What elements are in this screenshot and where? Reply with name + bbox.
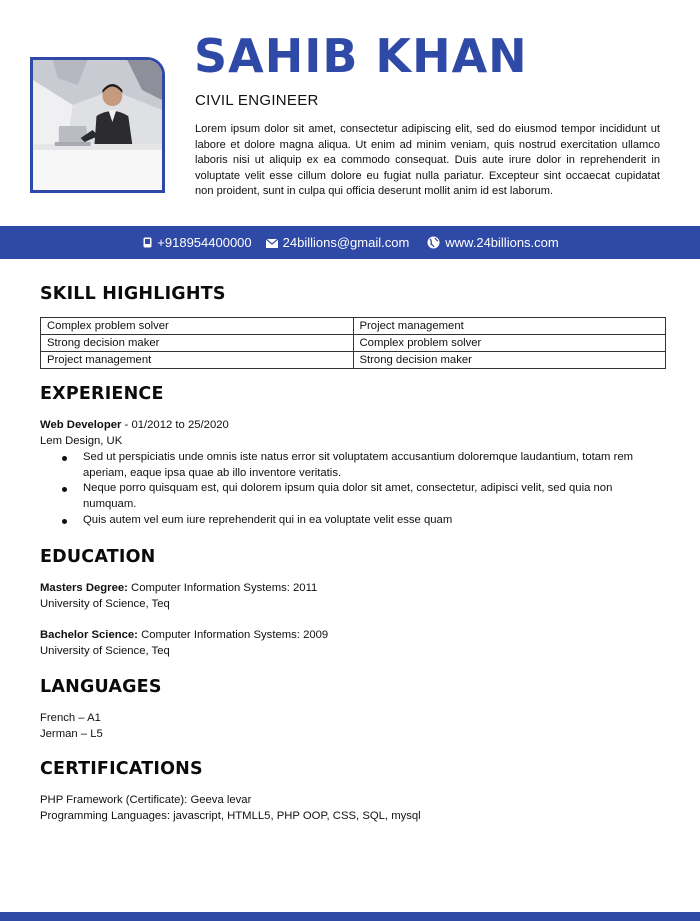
table-row [41, 335, 666, 352]
phone-number: +918954400000 [157, 235, 252, 250]
email-address: 24billions@gmail.com [282, 235, 410, 250]
table-row [41, 318, 666, 335]
job-title: Web Developer [40, 419, 122, 431]
candidate-name: SAHIB KHAN [194, 29, 528, 83]
job-line [40, 418, 660, 434]
school-name: University of Science, Teq [40, 598, 170, 610]
degree-name: Masters Degree: [40, 582, 128, 594]
degree-field: Computer Information Systems: 2009 [137, 629, 329, 641]
table-row [41, 352, 666, 369]
list-item [83, 513, 660, 529]
skill-cell: Complex problem solver [353, 335, 666, 352]
degree-name: Bachelor Science: [40, 629, 138, 641]
mail-icon [266, 238, 278, 248]
education-heading: EDUCATION [40, 547, 156, 567]
globe-icon [427, 236, 440, 249]
languages-list [40, 710, 103, 742]
skill-cell: Strong decision maker [41, 335, 354, 352]
skill-cell: Strong decision maker [353, 352, 666, 369]
company-name: Lem Design, UK [40, 434, 123, 447]
contact-phone[interactable] [143, 235, 251, 250]
education-entry [40, 627, 328, 659]
list-item: French – A1 [40, 712, 101, 724]
bullet-text: Quis autem vel eum iure reprehenderit qui in ea voluptate velit esse quam [83, 513, 453, 526]
contact-email[interactable] [266, 235, 410, 250]
candidate-role: CIVIL ENGINEER [195, 92, 319, 109]
certifications-list [40, 792, 421, 824]
skills-heading: SKILL HIGHLIGHTS [40, 284, 226, 304]
skill-cell: Project management [41, 352, 354, 369]
profile-summary: Lorem ipsum dolor sit amet, consectetur adipiscing elit, sed do eiusmod tempor incididunt ut labore et dolore magna aliqua. Ut enim ad minim veniam, quis nostrud exercitation ullamco laboris nisi ut aliquip ex ea commodo consequat. Duis aute irure dolor in reprehenderit in voluptate velit esse cillum dolore eu fugiat nulla pariatur. Excepteur sint occaecat cupidatat non proident, sunt in culpa qui officia deserunt mollit anim id est laborum. [195, 123, 660, 198]
languages-heading: LANGUAGES [40, 677, 162, 697]
list-item [83, 450, 660, 481]
phone-icon [143, 237, 152, 248]
profile-photo [30, 57, 165, 193]
bullet-text: Sed ut perspiciatis unde omnis iste natus error sit voluptatem accusantium doloremque laudantium, totam rem aperiam, eaque ipsa quae ab illo inventore veritatis. [83, 451, 634, 479]
bullet-icon [62, 456, 67, 461]
experience-heading: EXPERIENCE [40, 384, 164, 404]
list-item: Jerman – L5 [40, 728, 103, 740]
bullet-icon [62, 519, 67, 524]
list-item [83, 481, 660, 512]
skills-table [40, 317, 666, 369]
website-url: www.24billions.com [445, 235, 559, 250]
experience-bullets [83, 450, 660, 528]
footer-bar [0, 912, 700, 921]
contact-website[interactable] [427, 235, 558, 250]
education-entry [40, 580, 317, 612]
skill-cell: Project management [353, 318, 666, 335]
degree-field: Computer Information Systems: 2011 [127, 582, 318, 594]
profile-photo-illustration [33, 60, 162, 190]
certifications-heading: CERTIFICATIONS [40, 759, 203, 779]
list-item: Programming Languages: javascript, HTMLL5, PHP OOP, CSS, SQL, mysql [40, 810, 421, 822]
contact-band [0, 226, 700, 259]
experience-entry [40, 418, 660, 528]
bullet-text: Neque porro quisquam est, qui dolorem ipsum quia dolor sit amet, consectetur, adipisci velit, sed quia non numquam. [83, 482, 613, 510]
skill-cell: Complex problem solver [41, 318, 354, 335]
bullet-icon [62, 487, 67, 492]
list-item: PHP Framework (Certificate): Geeva levar [40, 794, 252, 806]
school-name: University of Science, Teq [40, 645, 170, 657]
job-dates: - 01/2012 to 25/2020 [121, 419, 229, 431]
